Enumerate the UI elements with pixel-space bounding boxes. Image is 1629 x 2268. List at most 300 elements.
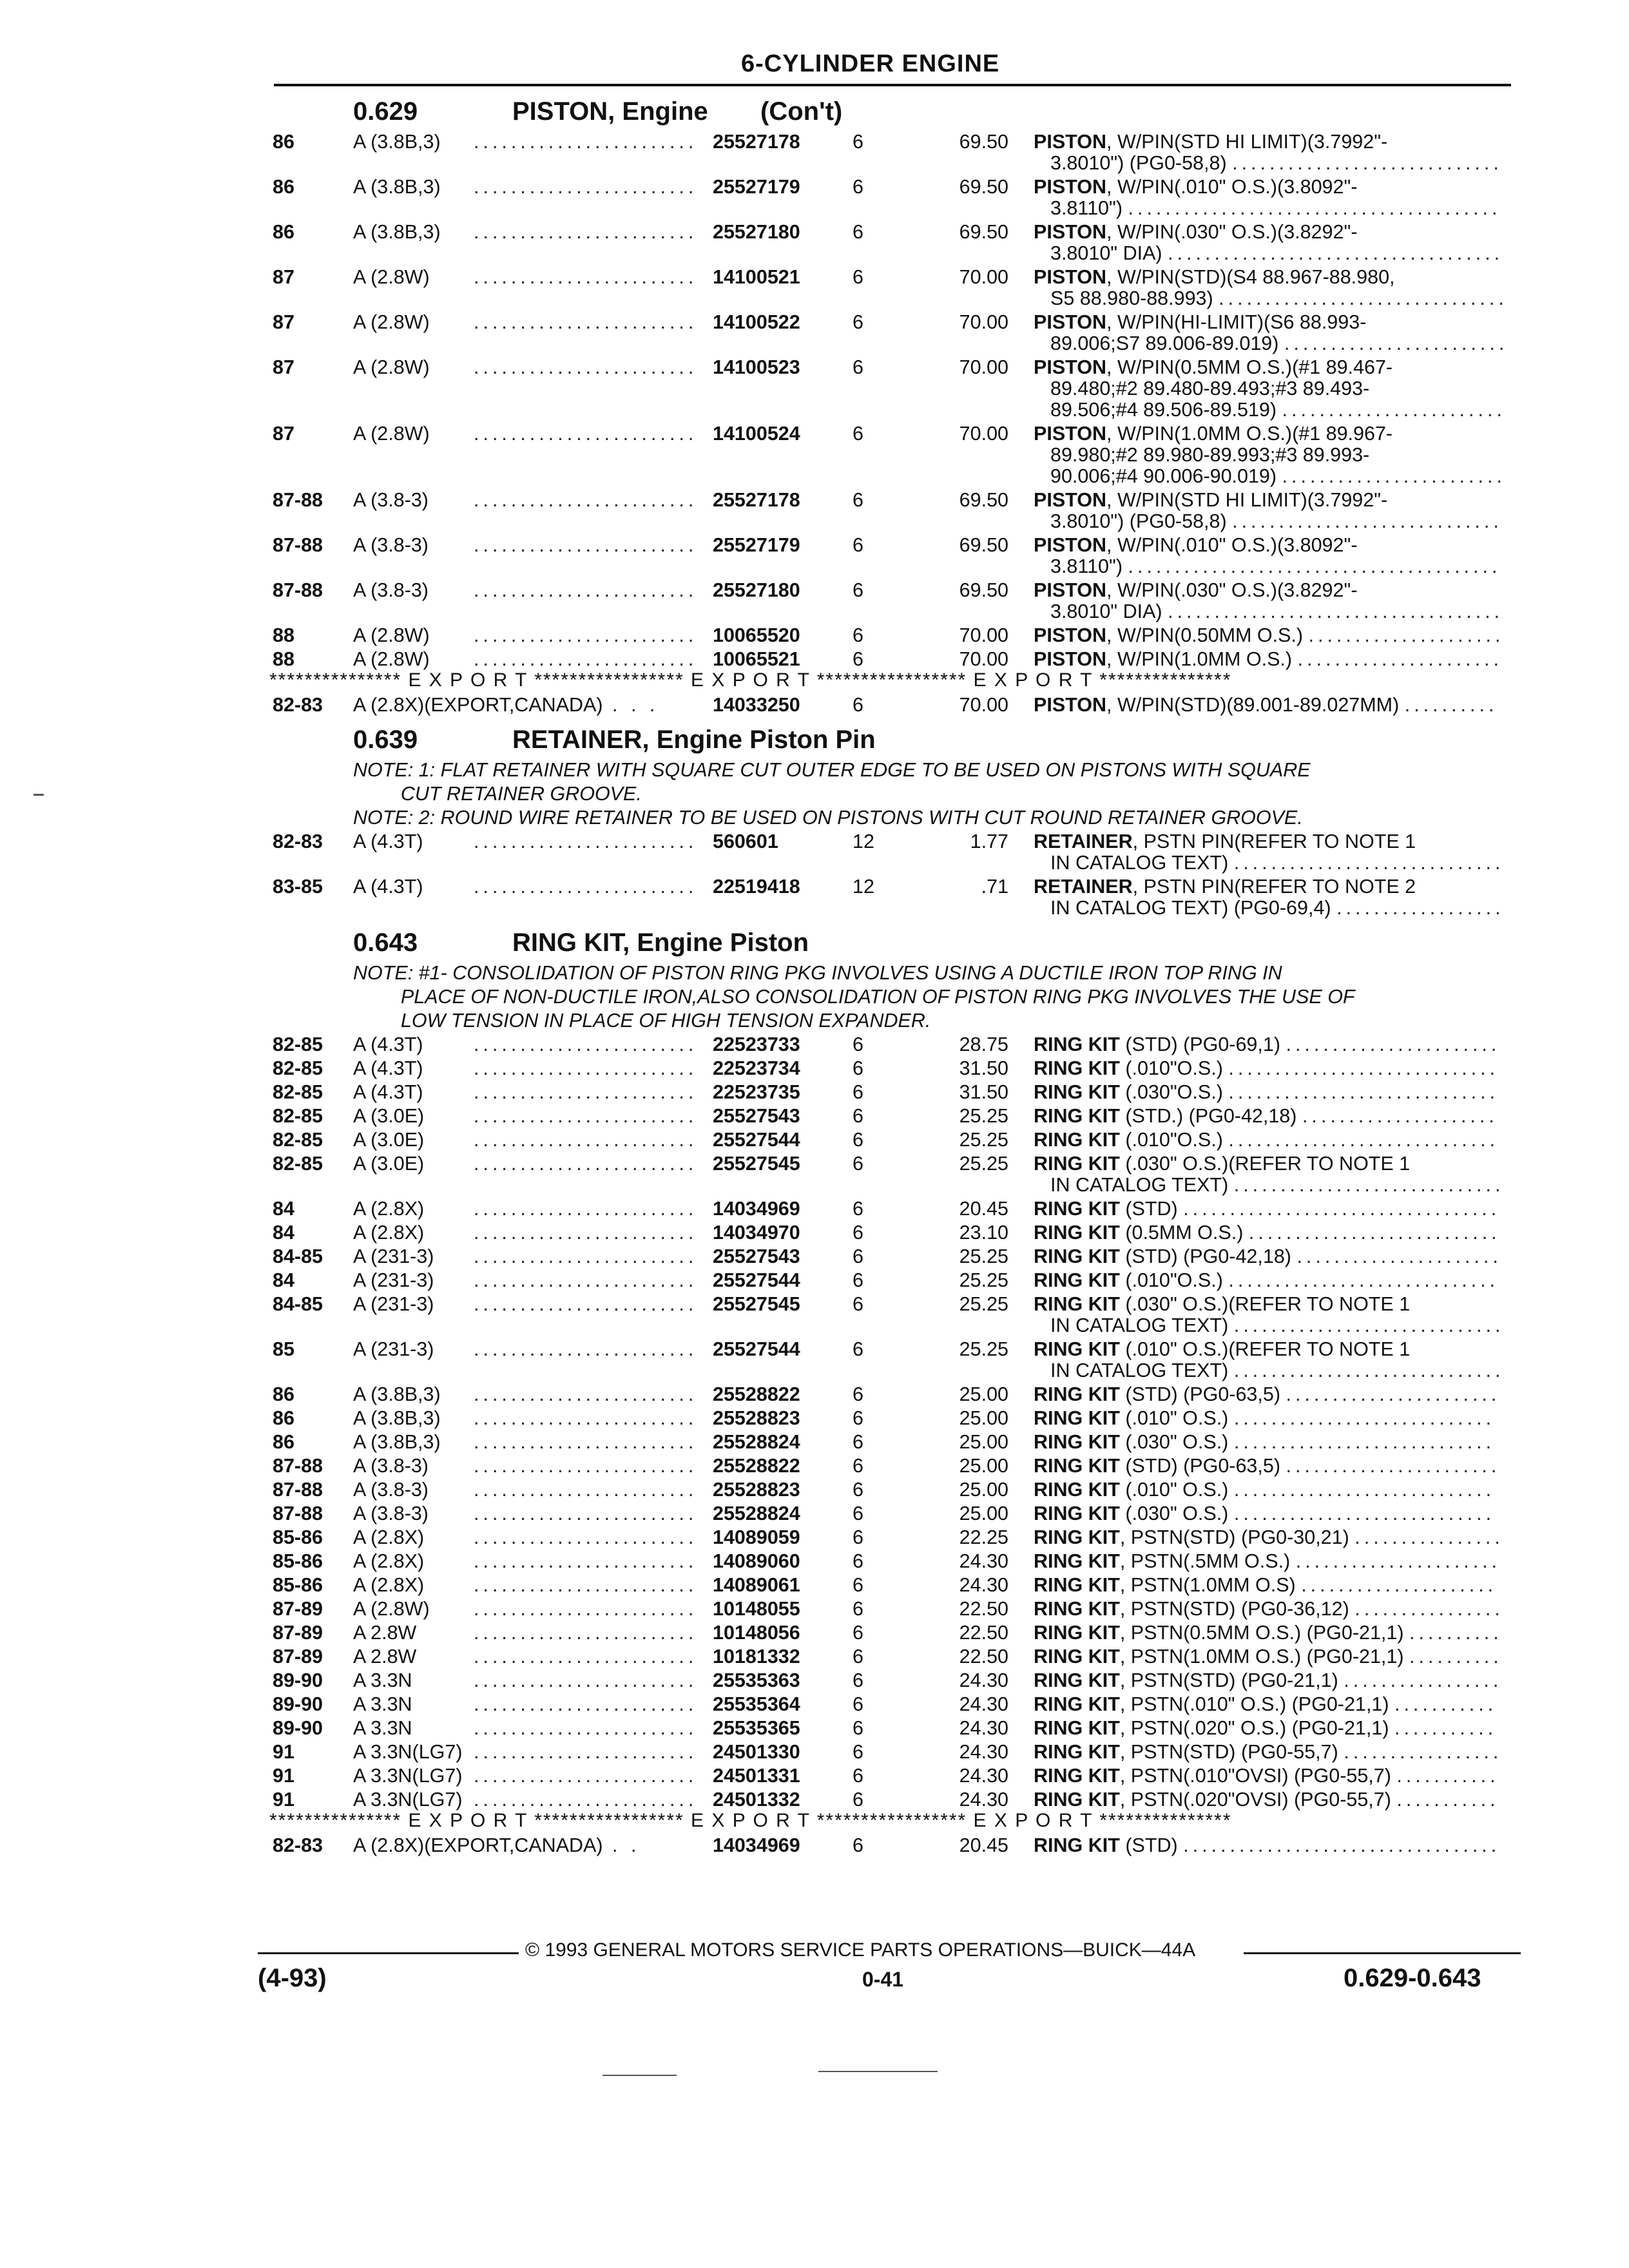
row-price: 25.25 (959, 1293, 1008, 1315)
row-description-detail: (.010"O.S.) (1119, 1057, 1223, 1079)
row-part-number: 25528822 (713, 1455, 800, 1477)
row-description (1034, 1152, 1410, 1175)
export-divider: *************** E X P O R T ***************** E X P O R T ***************** E X P O R T *************** (269, 669, 1232, 691)
table-row (0, 830, 1629, 853)
row-description-name: RING KIT (1034, 1153, 1120, 1175)
row-quantity: 6 (853, 1383, 863, 1405)
row-price: 25.25 (959, 1245, 1008, 1267)
row-price: 25.25 (959, 1153, 1008, 1175)
footer-date: (4-93) (258, 1964, 327, 1992)
row-price: 70.00 (959, 694, 1008, 716)
row-description-name: RING KIT (1034, 1293, 1120, 1315)
table-row (0, 1383, 1629, 1406)
row-leader-dots: ........................ (474, 1057, 698, 1079)
row-application: A (3.0E) (353, 1105, 425, 1127)
row-year: 82-83 (273, 831, 323, 852)
row-part-number: 25535363 (713, 1669, 800, 1691)
row-leader-dots: ........................ (474, 266, 698, 288)
row-description-detail: (.030" O.S.)(REFER TO NOTE 1 (1119, 1293, 1411, 1315)
row-description-detail: (STD) (1119, 1198, 1178, 1220)
row-description-continued (1050, 465, 1506, 488)
row-price: .71 (981, 876, 1008, 898)
row-description-dots: ........................ (1282, 399, 1506, 421)
table-row (0, 1152, 1629, 1175)
row-leader-dots: . . . (612, 694, 659, 716)
row-description-dots: .................. (1336, 897, 1505, 919)
row-leader-dots: ........................ (474, 534, 698, 556)
row-part-number: 14034970 (713, 1222, 800, 1244)
row-leader-dots: ........................ (474, 1293, 698, 1315)
row-description: RING KIT (STD) .................................. (1034, 1834, 1501, 1856)
row-leader-dots: ........................ (474, 1622, 698, 1644)
table-row (0, 488, 1629, 512)
row-quantity: 6 (853, 1431, 863, 1453)
row-description-name: RING KIT (1034, 1383, 1120, 1405)
row-application: A (3.8B,3) (353, 1431, 441, 1453)
row-description: PISTON, W/PIN(1.0MM O.S.) ...................... (1034, 648, 1503, 670)
row-application: A (2.8X)(EXPORT,CANADA) (353, 694, 603, 716)
row-application: A (3.8-3) (353, 489, 429, 511)
table-row (0, 1764, 1629, 1787)
row-part-number: 25527178 (713, 131, 800, 153)
row-description-name: RING KIT (1034, 1479, 1120, 1501)
row-quantity: 6 (853, 1407, 863, 1429)
row-description-name: RING KIT (1034, 1622, 1120, 1644)
row-application: A (231-3) (353, 1269, 434, 1291)
scan-mark-left (34, 794, 44, 796)
row-description-name: PISTON (1034, 694, 1106, 716)
row-description-continued (1050, 332, 1508, 355)
row-year: 87 (273, 356, 294, 378)
row-price: 31.50 (959, 1081, 1008, 1103)
row-description-dots: .................................... (1168, 242, 1504, 264)
row-description-detail: , PSTN(1.0MM O.S.) (PG0-21,1) (1119, 1646, 1404, 1667)
row-application: A (2.8W) (353, 356, 430, 378)
row-description-detail: (STD) (PG0-63,5) (1119, 1383, 1280, 1405)
row-part-number: 25527544 (713, 1338, 800, 1360)
row-description-detail: , PSTN(.010"OVSI) (PG0-55,7) (1119, 1765, 1391, 1787)
row-description: RING KIT (.030"O.S.) ............................. (1034, 1081, 1499, 1103)
row-leader-dots: ........................ (474, 1153, 698, 1175)
row-year: 86 (273, 131, 294, 153)
table-row (0, 1502, 1629, 1525)
row-quantity: 6 (853, 1129, 863, 1151)
row-application: A (4.3T) (353, 1033, 423, 1055)
export-divider: *************** E X P O R T ***************** E X P O R T ***************** E X P O R T *************** (269, 1810, 1232, 1831)
table-row (0, 1550, 1629, 1573)
row-year: 87 (273, 311, 294, 333)
row-description-dots: ............................. (1233, 1174, 1505, 1196)
row-description-dots: ............................. (1233, 1360, 1505, 1381)
row-quantity: 6 (853, 1455, 863, 1477)
row-price: 20.45 (959, 1198, 1008, 1220)
row-description-continued-text: 3.8010" DIA) (1050, 601, 1162, 622)
row-description-continued-text: 3.8110") (1050, 555, 1123, 577)
row-quantity: 6 (853, 1550, 863, 1572)
row-quantity: 6 (853, 1574, 863, 1596)
row-leader-dots: ........................ (474, 1269, 698, 1291)
row-description-name: RING KIT (1034, 1646, 1120, 1667)
row-description-dots: ........................................ (1128, 555, 1501, 577)
row-description-continued-text: 89.006;S7 89.006-89.019) (1050, 332, 1279, 354)
row-description-detail: , W/PIN(1.0MM O.S.)(#1 89.967- (1106, 423, 1393, 445)
row-application: A (4.3T) (353, 1081, 423, 1103)
row-part-number: 14100524 (713, 423, 800, 445)
row-part-number: 14100523 (713, 356, 800, 378)
row-description: RING KIT (.030" O.S.) ............................ (1034, 1503, 1496, 1524)
row-description-detail: (.030" O.S.)(REFER TO NOTE 1 (1119, 1153, 1411, 1175)
row-description-continued-text: IN CATALOG TEXT) (PG0-69,4) (1050, 897, 1331, 919)
row-description (1034, 830, 1416, 853)
row-description-detail: , PSTN(.5MM O.S.) (1119, 1550, 1291, 1572)
row-year: 86 (273, 176, 294, 198)
table-row (0, 648, 1629, 671)
row-leader-dots: ........................ (474, 1765, 698, 1787)
row-description-detail: , W/PIN(.030" O.S.)(3.8292"- (1106, 579, 1358, 601)
row-description: RING KIT (STD) (PG0-63,5) ....................... (1034, 1455, 1501, 1477)
row-price: 70.00 (959, 266, 1008, 288)
table-row (0, 175, 1629, 198)
row-description-name: RING KIT (1034, 1765, 1120, 1787)
row-quantity: 6 (853, 1033, 863, 1055)
row-description-detail: , PSTN PIN(REFER TO NOTE 2 (1132, 876, 1416, 898)
row-leader-dots: ........................ (474, 131, 698, 153)
footer-rule-left (258, 1952, 519, 1954)
row-description-detail: (.010"O.S.) (1119, 1129, 1223, 1151)
section-number: 0.639 (353, 726, 418, 754)
row-year: 87-88 (273, 534, 323, 556)
table-row (0, 130, 1629, 153)
row-leader-dots: ........................ (474, 579, 698, 601)
row-application: A (2.8W) (353, 311, 430, 333)
row-leader-dots: ........................ (474, 1669, 698, 1691)
row-year: 82-83 (273, 694, 323, 716)
row-description-name: RING KIT (1034, 1269, 1120, 1291)
row-part-number: 25527545 (713, 1153, 800, 1175)
row-part-number: 560601 (713, 831, 778, 852)
row-description-dots: ............................. (1232, 152, 1503, 174)
row-quantity: 6 (853, 1741, 863, 1763)
row-leader-dots: ........................ (474, 1717, 698, 1739)
row-year: 87-88 (273, 579, 323, 601)
row-description-detail: , PSTN(STD) (PG0-21,1) (1119, 1669, 1338, 1691)
row-application: A (3.8-3) (353, 534, 429, 556)
row-description-continued (1050, 1173, 1504, 1196)
row-part-number: 14089061 (713, 1574, 800, 1596)
row-part-number: 10065520 (713, 624, 800, 646)
row-price: 25.00 (959, 1455, 1008, 1477)
row-leader-dots: ........................ (474, 1526, 698, 1548)
row-description-detail: , PSTN(.020"OVSI) (PG0-55,7) (1119, 1789, 1391, 1811)
section-title: RETAINER, Engine Piston Pin (512, 726, 876, 754)
row-part-number: 25528823 (713, 1407, 800, 1429)
row-description-detail: , W/PIN(STD)(S4 88.967-88.980, (1106, 266, 1395, 288)
row-description: RING KIT (STD) (PG0-42,18) ...................... (1034, 1245, 1502, 1267)
row-price: 69.50 (959, 489, 1008, 511)
row-year: 89-90 (273, 1717, 323, 1739)
row-year: 91 (273, 1741, 294, 1763)
row-description: RING KIT, PSTN(.5MM O.S.) ...................... (1034, 1550, 1501, 1572)
row-description: RING KIT, PSTN(STD) (PG0-36,12) ................ (1034, 1598, 1504, 1620)
row-description-continued (1050, 510, 1503, 533)
row-leader-dots: ........................ (474, 423, 698, 445)
row-application: A (3.8B,3) (353, 1383, 441, 1405)
table-row (0, 579, 1629, 602)
row-description-continued-text: IN CATALOG TEXT) (1050, 1174, 1229, 1196)
row-year: 84 (273, 1222, 294, 1244)
row-description-detail: (STD) (PG0-69,1) (1119, 1033, 1280, 1055)
row-quantity: 12 (853, 876, 874, 898)
row-quantity: 6 (853, 1081, 863, 1103)
row-description: RING KIT, PSTN(STD) (PG0-30,21) ................ (1034, 1526, 1504, 1548)
row-description-detail: (STD) (PG0-63,5) (1119, 1455, 1280, 1477)
row-price: 70.00 (959, 648, 1008, 670)
row-application: A (2.8X) (353, 1526, 425, 1548)
row-year: 87-88 (273, 1479, 323, 1501)
row-price: 22.50 (959, 1598, 1008, 1620)
row-description-continued (1050, 242, 1503, 265)
row-year: 91 (273, 1789, 294, 1811)
row-description-detail: (STD.) (PG0-42,18) (1119, 1105, 1297, 1127)
section-title: PISTON, Engine (512, 97, 708, 126)
row-description-name: PISTON (1034, 311, 1106, 333)
row-description-dots: ........................ (1284, 332, 1509, 354)
page-header-title: 6-CYLINDER ENGINE (741, 50, 1000, 77)
section-title: RING KIT, Engine Piston (512, 928, 809, 957)
row-leader-dots: ........................ (474, 1407, 698, 1429)
row-description: RING KIT, PSTN(.010" O.S.) (PG0-21,1) ........... (1034, 1693, 1498, 1715)
row-description-dots: ............................. (1233, 852, 1505, 874)
row-description-detail: , W/PIN(.010" O.S.)(3.8092"- (1106, 534, 1358, 556)
row-year: 84-85 (273, 1293, 323, 1315)
row-application: A (2.8W) (353, 624, 430, 646)
row-description-detail: (.010" O.S.) (1119, 1407, 1229, 1429)
row-leader-dots: ........................ (474, 1574, 698, 1596)
table-row (0, 1407, 1629, 1430)
row-quantity: 6 (853, 1269, 863, 1291)
row-description-dots: ............................. (1232, 510, 1503, 532)
table-row (0, 1621, 1629, 1644)
row-description-name: PISTON (1034, 624, 1106, 646)
row-description: RING KIT, PSTN(0.5MM O.S.) (PG0-21,1) .......... (1034, 1622, 1503, 1644)
row-quantity: 6 (853, 266, 863, 288)
row-year: 85-86 (273, 1574, 323, 1596)
row-part-number: 25528824 (713, 1503, 800, 1524)
row-quantity: 6 (853, 423, 863, 445)
row-part-number: 24501330 (713, 1741, 800, 1763)
row-quantity: 6 (853, 1622, 863, 1644)
row-quantity: 6 (853, 1717, 863, 1739)
row-description-name: RING KIT (1034, 1834, 1120, 1856)
footer-rule-right (1244, 1952, 1521, 1954)
table-row (0, 1716, 1629, 1740)
row-description-continued (1050, 287, 1508, 310)
row-description-continued (1050, 398, 1506, 421)
table-row (0, 1338, 1629, 1361)
row-price: 25.25 (959, 1269, 1008, 1291)
row-description (1034, 533, 1357, 557)
row-application: A (231-3) (353, 1293, 434, 1315)
row-description-continued-text: 3.8110") (1050, 197, 1123, 219)
row-quantity: 6 (853, 489, 863, 511)
row-description-name: PISTON (1034, 648, 1106, 670)
row-quantity: 6 (853, 648, 863, 670)
row-quantity: 6 (853, 1222, 863, 1244)
row-description-continued (1050, 377, 1369, 400)
row-description: RING KIT, PSTN(1.0MM O.S.) (PG0-21,1) .......... (1034, 1646, 1503, 1667)
row-quantity: 6 (853, 176, 863, 198)
row-quantity: 6 (853, 624, 863, 646)
row-year: 87-88 (273, 1503, 323, 1524)
section-note-line: NOTE: 1: FLAT RETAINER WITH SQUARE CUT OUTER EDGE TO BE USED ON PISTONS WITH SQUARE (353, 759, 1311, 781)
row-description-dots: ............................. (1233, 1314, 1505, 1336)
row-leader-dots: . . (612, 1834, 641, 1856)
row-description-continued-text: S5 88.980-88.993) (1050, 287, 1213, 309)
row-leader-dots: ........................ (474, 489, 698, 511)
row-price: 70.00 (959, 624, 1008, 646)
row-application: A (2.8W) (353, 266, 430, 288)
row-price: 24.30 (959, 1717, 1008, 1739)
table-row (0, 1430, 1629, 1454)
row-application: A (2.8W) (353, 1598, 430, 1620)
row-description-name: RING KIT (1034, 1669, 1120, 1691)
row-leader-dots: ........................ (474, 1455, 698, 1477)
row-part-number: 14089059 (713, 1526, 800, 1548)
row-application: A (3.0E) (353, 1129, 425, 1151)
row-part-number: 10181332 (713, 1646, 800, 1667)
row-leader-dots: ........................ (474, 1479, 698, 1501)
table-row (0, 1104, 1629, 1128)
row-description-name: RING KIT (1034, 1574, 1120, 1596)
row-description: RING KIT (.010"O.S.) ............................. (1034, 1269, 1499, 1291)
row-leader-dots: ........................ (474, 1129, 698, 1151)
row-price: 24.30 (959, 1789, 1008, 1811)
row-description (1034, 488, 1387, 512)
row-description: RING KIT, PSTN(1.0MM O.S) ..................... (1034, 1574, 1498, 1596)
row-part-number: 25527178 (713, 489, 800, 511)
row-quantity: 6 (853, 694, 863, 716)
row-description (1034, 265, 1395, 289)
row-leader-dots: ........................ (474, 1105, 698, 1127)
row-description-name: PISTON (1034, 423, 1106, 445)
row-description-detail: (.030"O.S.) (1119, 1081, 1223, 1103)
row-price: 1.77 (970, 831, 1008, 852)
row-quantity: 6 (853, 1789, 863, 1811)
section-heading (0, 97, 1629, 126)
row-price: 25.00 (959, 1383, 1008, 1405)
row-description-name: RING KIT (1034, 1105, 1120, 1127)
row-description-name: PISTON (1034, 221, 1106, 243)
row-year: 84 (273, 1198, 294, 1220)
row-description-continued (1050, 896, 1505, 919)
row-description-detail: (.030" O.S.) (1119, 1503, 1229, 1524)
row-description-detail: , W/PIN(.010" O.S.)(3.8092"- (1106, 176, 1358, 198)
row-application: A (2.8W) (353, 423, 430, 445)
table-row (0, 1269, 1629, 1292)
row-description-detail: , W/PIN(.030" O.S.)(3.8292"- (1106, 221, 1358, 243)
row-price: 28.75 (959, 1033, 1008, 1055)
row-year: 86 (273, 221, 294, 243)
row-leader-dots: ........................ (474, 1081, 698, 1103)
row-quantity: 6 (853, 1198, 863, 1220)
table-row (0, 1081, 1629, 1104)
row-price: 25.00 (959, 1479, 1008, 1501)
table-row (0, 356, 1629, 379)
row-description: RING KIT (.010"O.S.) ............................. (1034, 1057, 1499, 1079)
row-quantity: 6 (853, 1479, 863, 1501)
row-part-number: 25527180 (713, 579, 800, 601)
row-description-detail: , PSTN(STD) (PG0-30,21) (1119, 1526, 1349, 1548)
row-price: 25.00 (959, 1407, 1008, 1429)
row-description-name: RING KIT (1034, 1789, 1120, 1811)
row-application: A (3.8-3) (353, 1479, 429, 1501)
row-quantity: 6 (853, 1526, 863, 1548)
row-description-detail: (.010"O.S.) (1119, 1269, 1223, 1291)
scan-mark-bottom-1 (602, 2075, 677, 2076)
row-quantity: 6 (853, 1105, 863, 1127)
row-price: 31.50 (959, 1057, 1008, 1079)
row-leader-dots: ........................ (474, 1383, 698, 1405)
row-year: 82-83 (273, 1834, 323, 1856)
row-leader-dots: ........................ (474, 1789, 698, 1811)
row-description-continued-text: 89.480;#2 89.480-89.493;#3 89.493- (1050, 378, 1370, 399)
row-year: 87-88 (273, 1455, 323, 1477)
row-application: A (4.3T) (353, 1057, 423, 1079)
row-description-continued (1050, 555, 1501, 578)
row-leader-dots: ........................ (474, 648, 698, 670)
row-price: 70.00 (959, 356, 1008, 378)
row-part-number: 25527179 (713, 534, 800, 556)
row-application: A (2.8X)(EXPORT,CANADA) (353, 1834, 603, 1856)
row-description-detail: , W/PIN(STD HI LIMIT)(3.7992"- (1106, 131, 1388, 153)
row-description-name: PISTON (1034, 356, 1106, 378)
row-quantity: 6 (853, 131, 863, 153)
row-description-name: PISTON (1034, 176, 1106, 198)
row-application: A 3.3N (353, 1669, 412, 1691)
row-description-detail: , W/PIN(0.5MM O.S.)(#1 89.467- (1106, 356, 1393, 378)
row-part-number: 22519418 (713, 876, 800, 898)
row-description (1034, 579, 1357, 602)
row-application: A (231-3) (353, 1338, 434, 1360)
table-row (0, 1197, 1629, 1220)
row-description: RING KIT, PSTN(.010"OVSI) (PG0-55,7) ........... (1034, 1765, 1499, 1787)
row-description-continued (1050, 151, 1503, 175)
row-description: RING KIT, PSTN(STD) (PG0-55,7) ................. (1034, 1741, 1503, 1763)
table-row (0, 422, 1629, 445)
row-description: PISTON, W/PIN(0.50MM O.S.) ..................... (1034, 624, 1505, 646)
row-quantity: 6 (853, 1503, 863, 1524)
row-price: 25.25 (959, 1105, 1008, 1127)
row-part-number: 25527179 (713, 176, 800, 198)
row-quantity: 6 (853, 1598, 863, 1620)
row-quantity: 6 (853, 1834, 863, 1856)
row-part-number: 10065521 (713, 648, 800, 670)
row-year: 87-88 (273, 489, 323, 511)
row-application: A (3.8B,3) (353, 131, 441, 153)
section-note-line: NOTE: #1- CONSOLIDATION OF PISTON RING PKG INVOLVES USING A DUCTILE IRON TOP RING IN (353, 962, 1282, 984)
row-price: 24.30 (959, 1574, 1008, 1596)
row-quantity: 6 (853, 1153, 863, 1175)
row-year: 89-90 (273, 1693, 323, 1715)
row-description: RING KIT (STD) (PG0-69,1) ....................... (1034, 1033, 1501, 1055)
row-price: 69.50 (959, 221, 1008, 243)
row-quantity: 6 (853, 356, 863, 378)
row-description-detail: , PSTN(.020" O.S.) (PG0-21,1) (1119, 1717, 1389, 1739)
row-year: 86 (273, 1407, 294, 1429)
row-description-continued (1050, 197, 1501, 220)
row-description-dots: ............................... (1219, 287, 1508, 309)
row-description (1034, 1293, 1410, 1316)
